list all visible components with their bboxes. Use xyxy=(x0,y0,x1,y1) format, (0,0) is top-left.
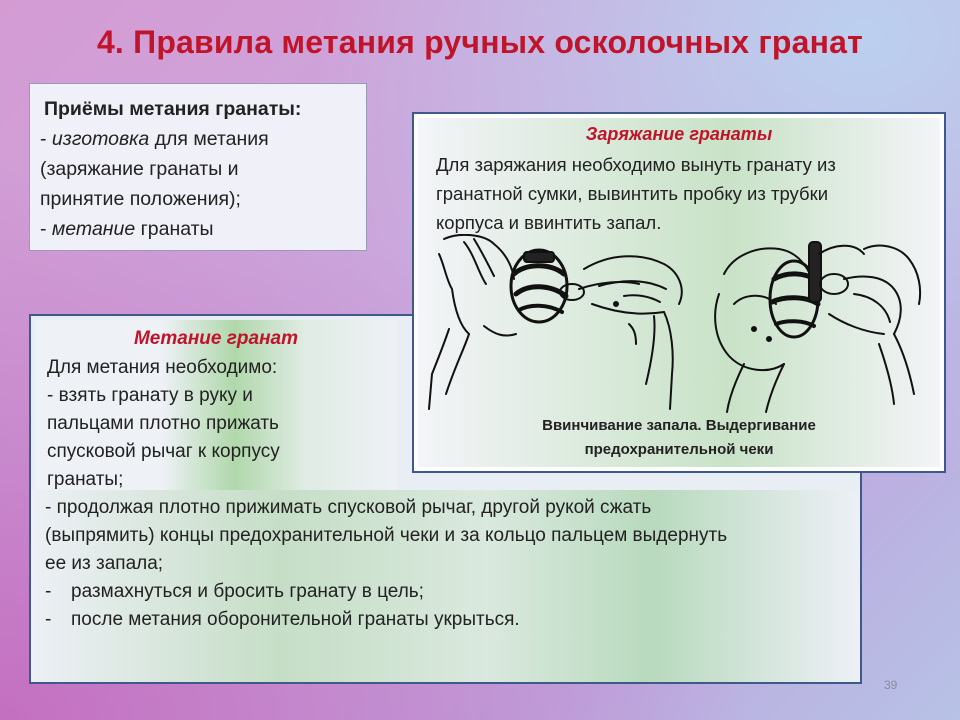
caption-line: Ввинчивание запала. Выдергивание xyxy=(542,417,816,434)
loading-line: гранатной сумки, вывинтить пробку из трубки xyxy=(436,183,829,204)
throwing-line: гранаты; xyxy=(47,469,124,490)
item-italic-term: изготовка xyxy=(51,128,150,150)
bullet-dash-icon: - xyxy=(45,581,52,602)
throwing-line: - взять гранату в руку и xyxy=(47,385,253,406)
throwing-line: Для метания необходимо: xyxy=(47,357,278,378)
bullet-item xyxy=(45,606,860,634)
right-hands-drawing xyxy=(715,242,920,412)
item-prefix: - xyxy=(40,128,52,150)
bullet-dash-icon: - xyxy=(45,609,52,630)
throwing-line: - продолжая плотно прижимать спусковой рычаг, другой рукой сжать xyxy=(45,497,652,518)
technique-item-preparation xyxy=(40,124,366,154)
caption-line: предохранительной чеки xyxy=(584,441,774,458)
loading-line: корпуса и ввинтить запал. xyxy=(436,212,662,233)
illustration-caption xyxy=(414,414,944,462)
left-hands-drawing xyxy=(429,235,682,409)
technique-item-throwing xyxy=(40,214,366,244)
throwing-line: ее из запала; xyxy=(45,553,164,574)
item-prefix: - xyxy=(40,218,52,240)
bullet-text: после метания оборонительной гранаты укрыться. xyxy=(71,609,520,630)
throwing-line: пальцами плотно прижать xyxy=(47,413,279,434)
throwing-line: (выпрямить) концы предохранительной чеки и за кольцо пальцем выдернуть xyxy=(45,525,728,546)
item-rest: гранаты xyxy=(135,218,214,240)
bullet-item xyxy=(45,578,860,606)
technique-item-preparation-line3: принятие положения); xyxy=(40,188,241,210)
slide-title: 4. Правила метания ручных осколочных гранат xyxy=(96,24,864,60)
bullet-text: размахнуться и бросить гранату в цель; xyxy=(71,581,424,602)
throwing-lower-text xyxy=(45,494,860,634)
loading-header: Заряжание гранаты xyxy=(585,124,773,144)
techniques-box xyxy=(29,83,367,251)
techniques-header: Приёмы метания гранаты: xyxy=(44,98,302,120)
item-rest: для метания xyxy=(149,128,269,150)
loading-description xyxy=(436,150,926,237)
loading-box xyxy=(412,112,946,473)
page-number: 39 xyxy=(884,678,898,692)
loading-line: Для заряжания необходимо вынуть гранату из xyxy=(436,154,836,175)
throwing-line: спусковой рычаг к корпусу xyxy=(47,441,280,462)
throwing-upper-text xyxy=(47,354,387,494)
hands-screwing-fuse-illustration xyxy=(424,234,934,414)
throwing-header: Метание гранат xyxy=(133,328,299,349)
item-italic-term: метание xyxy=(51,218,136,240)
technique-item-preparation-line2: (заряжание гранаты и xyxy=(40,158,239,180)
